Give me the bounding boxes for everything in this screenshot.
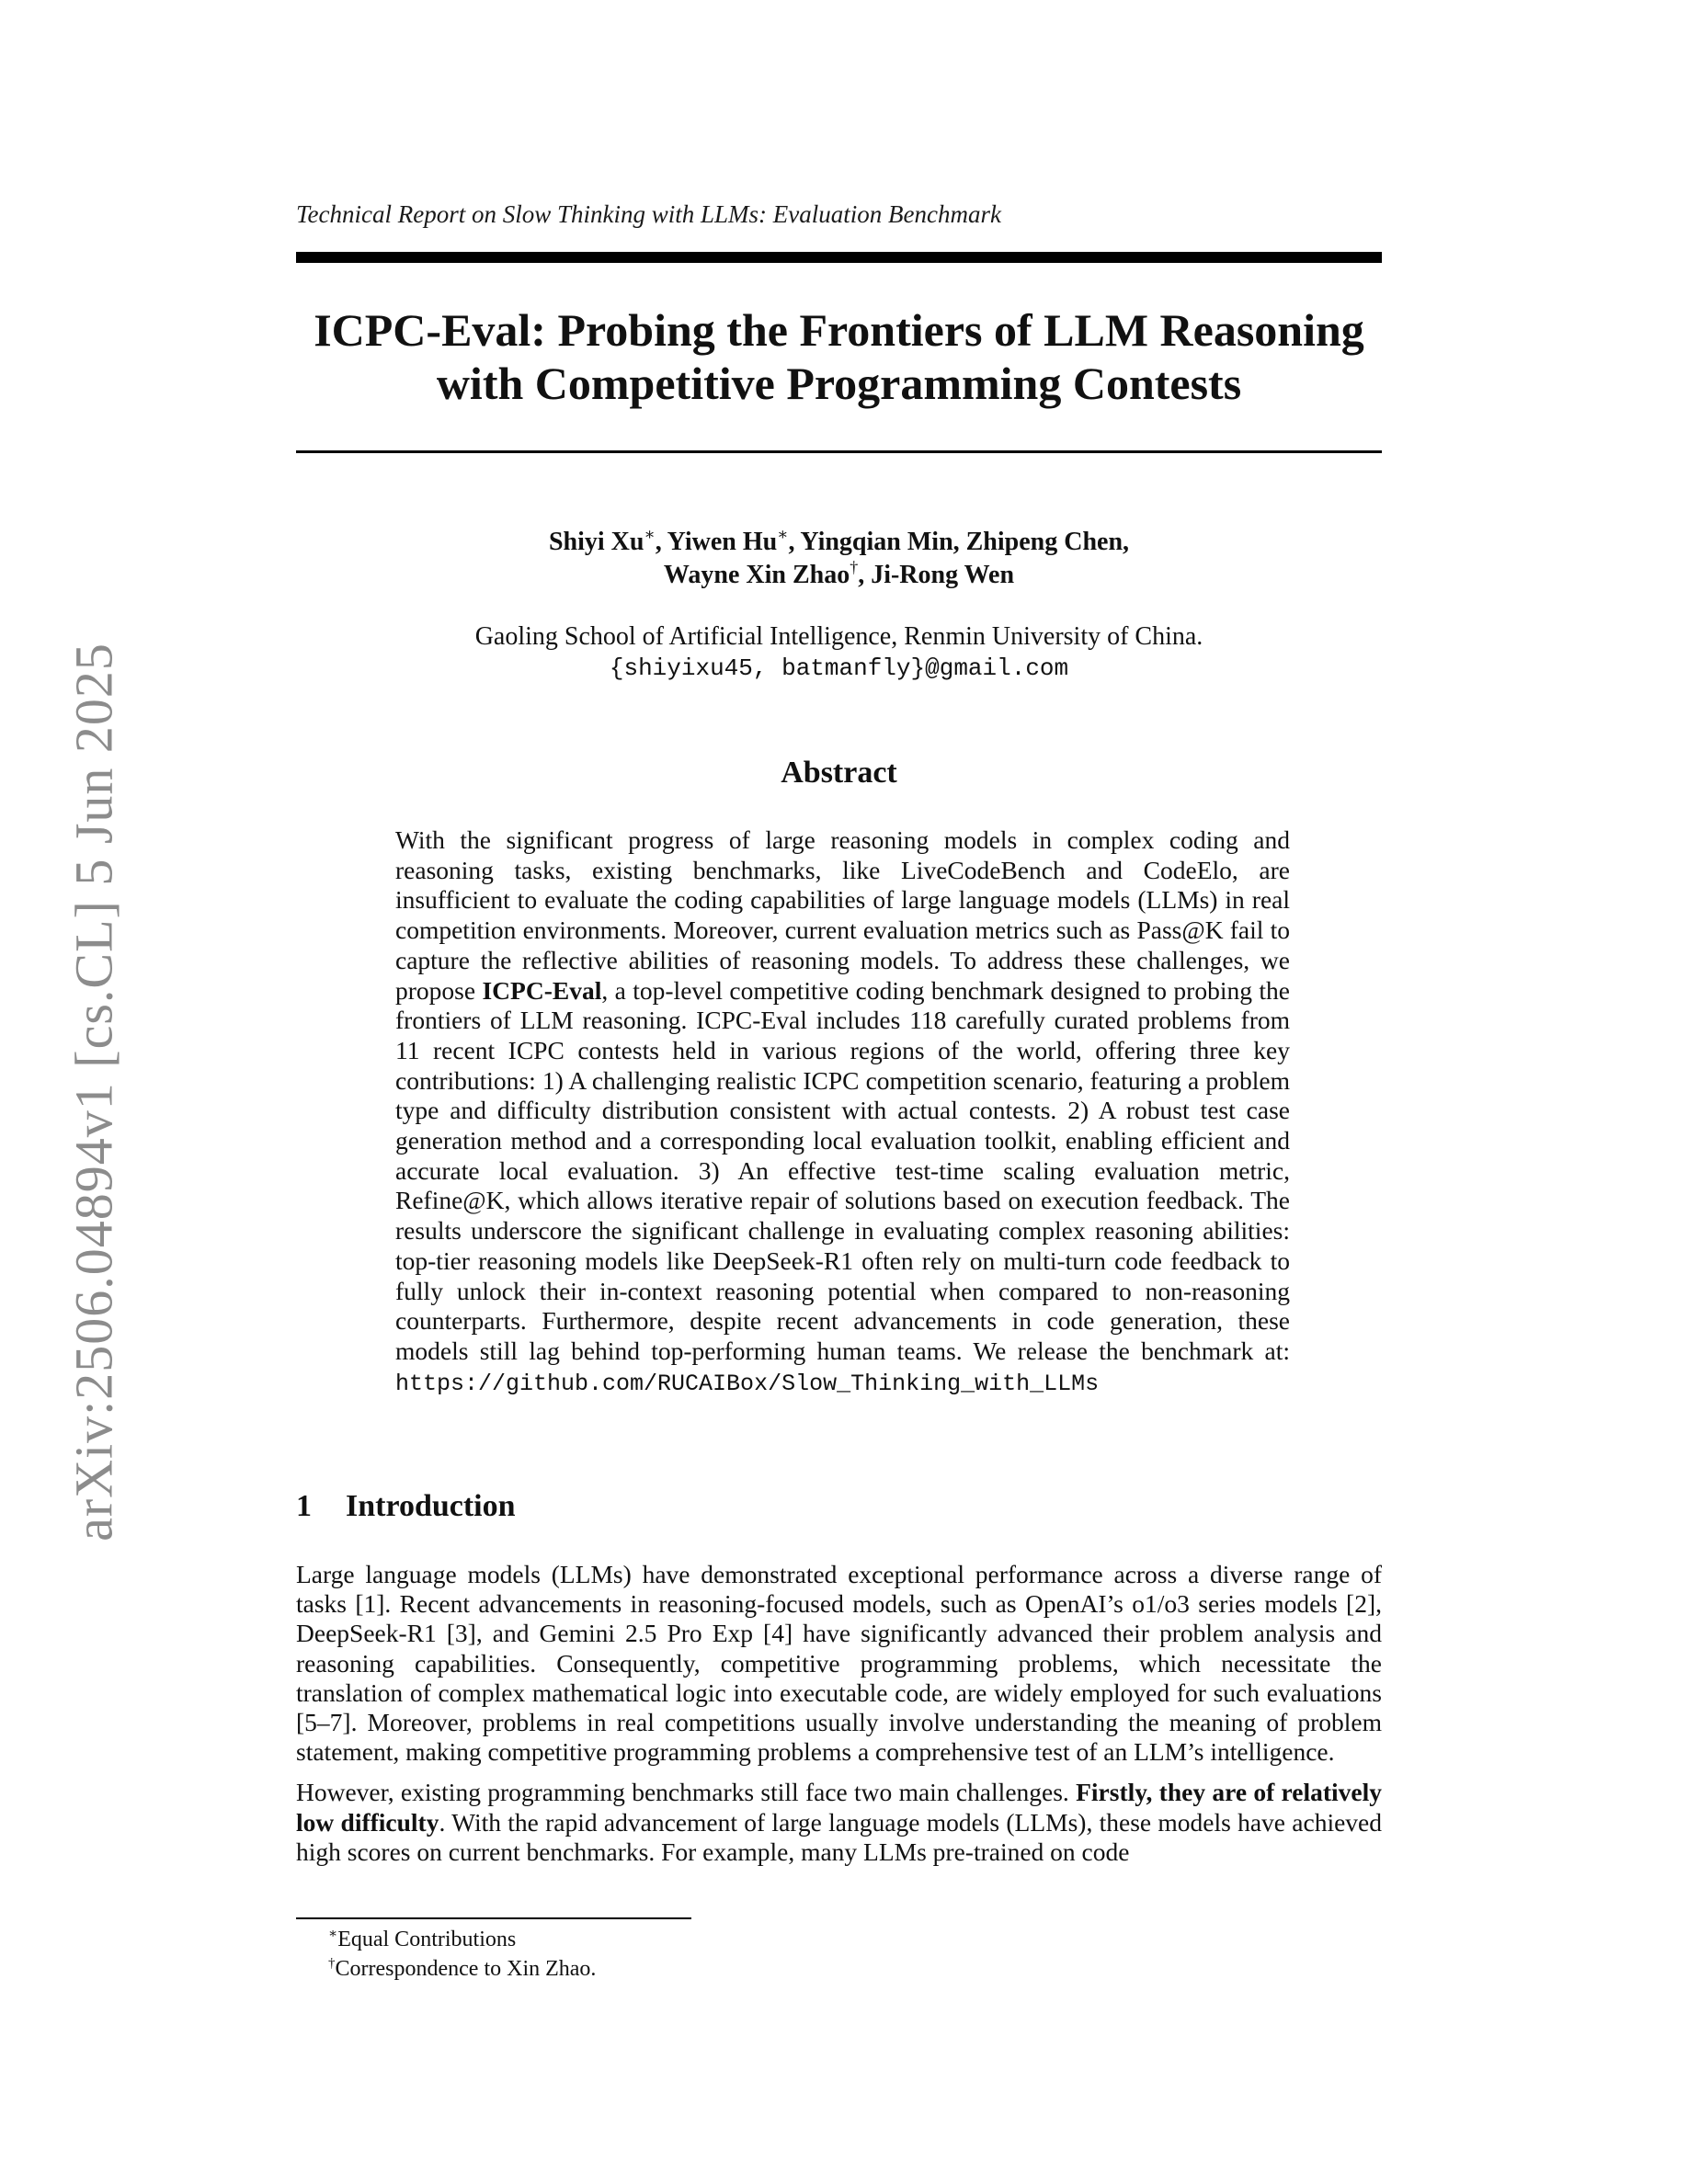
- abstract-heading: Abstract: [781, 756, 897, 790]
- arxiv-identifier-stamp: arXiv:2506.04894v1 [cs.CL] 5 Jun 2025: [63, 643, 124, 1541]
- abstract-part-1: With the significant progress of large reasoning models in complex coding and reasoning tasks, existing benchmarks, like LiveCodeBench and CodeElo, are insufficient to evaluate the coding capabilities of large language models (LLMs) in real competition environments. Moreover, current evaluation metrics such as Pass@K fail to capture the reflective abilities of reasoning models. To address these challenges, we propose: [395, 825, 1290, 1005]
- intro-p2-rest: . With the rapid advancement of large language models (LLMs), these models have achieved high scores on current benchmarks. For example, many LLMs pre-trained on code: [296, 1807, 1382, 1866]
- correspondence-mark: †: [850, 558, 859, 576]
- section-heading: [296, 1489, 516, 1524]
- abstract-text: [395, 825, 1290, 1399]
- author-list: [296, 526, 1382, 592]
- introduction-body: [296, 1560, 1382, 1878]
- intro-paragraph-1: Large language models (LLMs) have demonstrated exceptional performance across a diverse range of tasks [1]. Recent advancements in reasoning-focused models, such as OpenAI’s o1/o3 series models [2], DeepSeek-R1 [3], and Gemini 2.5 Pro Exp [4] have significantly advanced their problem analysis and reasoning capabilities. Consequently, competitive programming problems, which necessitate the translation of complex mathematical logic into executable code, are widely employed for such evaluations [5–7]. Moreover, problems in real competitions usually involve understanding the meaning of problem statement, making competitive programming problems a comprehensive test of an LLM’s intelligence.: [296, 1560, 1382, 1767]
- section-title: Introduction: [346, 1489, 516, 1523]
- abstract-benchmark-name: ICPC-Eval: [482, 975, 602, 1005]
- author-name: Yiwen Hu: [667, 528, 778, 556]
- author-line-1: Shiyi Xu∗, Yiwen Hu∗, Yingqian Min, Zhipeng Chen,: [548, 525, 1130, 556]
- author-emails: {shiyixu45, batmanfly}@gmail.com: [609, 654, 1069, 682]
- author-names: , Yingqian Min, Zhipeng Chen,: [788, 528, 1130, 556]
- title-line-1: ICPC-Eval: Probing the Frontiers of LLM Reasoning: [314, 304, 1364, 356]
- footnote-text: Correspondence to Xin Zhao.: [335, 1957, 597, 1981]
- author-line-2: Wayne Xin Zhao†, Ji-Rong Wen: [663, 558, 1015, 589]
- intro-p2-emphasis: Firstly, they are of relatively low difficulty: [296, 1778, 1382, 1837]
- footnote-correspondence: [328, 1954, 596, 1984]
- equal-contribution-mark: ∗: [777, 525, 789, 543]
- intro-p2-start: However, existing programming benchmarks still face two main challenges.: [296, 1778, 1077, 1807]
- affiliation: Gaoling School of Artificial Intelligence, Renmin University of China.: [474, 622, 1203, 651]
- title-top-rule: [296, 252, 1382, 263]
- title-line-2: with Competitive Programming Contests: [436, 358, 1242, 409]
- footnote-mark: ∗: [328, 1927, 338, 1941]
- footnotes: [328, 1925, 596, 1984]
- author-name: Shiyi Xu: [548, 528, 644, 556]
- author-name: Ji-Rong Wen: [871, 561, 1015, 589]
- footnote-text: Equal Contributions: [337, 1928, 517, 1951]
- equal-contribution-mark: ∗: [644, 525, 656, 543]
- footnote-mark: †: [328, 1956, 336, 1971]
- abstract-part-2: , a top-level competitive coding benchmark designed to probing the frontiers of LLM reasoning. ICPC-Eval includes 118 carefully curated problems from 11 recent ICPC contests held in various regions of the world, offering three key contributions: 1) A challenging realistic ICPC competition scenario, featuring a problem type and difficulty distribution consistent with actual contests. 2) A robust test case generation method and a corresponding local evaluation toolkit, enabling efficient and accurate local evaluation. 3) An effective test-time scaling evaluation metric, Refine@K, which allows iterative repair of solutions based on execution feedback. The results underscore the significant challenge in evaluating complex reasoning abilities: top-tier reasoning models like DeepSeek-R1 often rely on multi-turn code feedback to fully unlock their in-context reasoning potential when compared to non-reasoning counterparts. Furthermore, despite recent advancements in code generation, these models still lag behind top-performing human teams. We release the benchmark at:: [395, 975, 1290, 1365]
- title-bottom-rule: [296, 450, 1382, 453]
- section-number: 1: [296, 1489, 312, 1523]
- affiliation-block: [296, 621, 1382, 684]
- paper-title: [296, 303, 1382, 410]
- footnote-rule: [296, 1917, 691, 1919]
- intro-paragraph-2: [296, 1778, 1382, 1867]
- benchmark-repo-link[interactable]: https://github.com/RUCAIBox/Slow_Thinking_with_LLMs: [395, 1370, 1100, 1397]
- running-head: Technical Report on Slow Thinking with LLMs: Evaluation Benchmark: [296, 200, 1001, 228]
- footnote-equal-contribution: [328, 1925, 596, 1954]
- author-name: Wayne Xin Zhao: [663, 561, 850, 589]
